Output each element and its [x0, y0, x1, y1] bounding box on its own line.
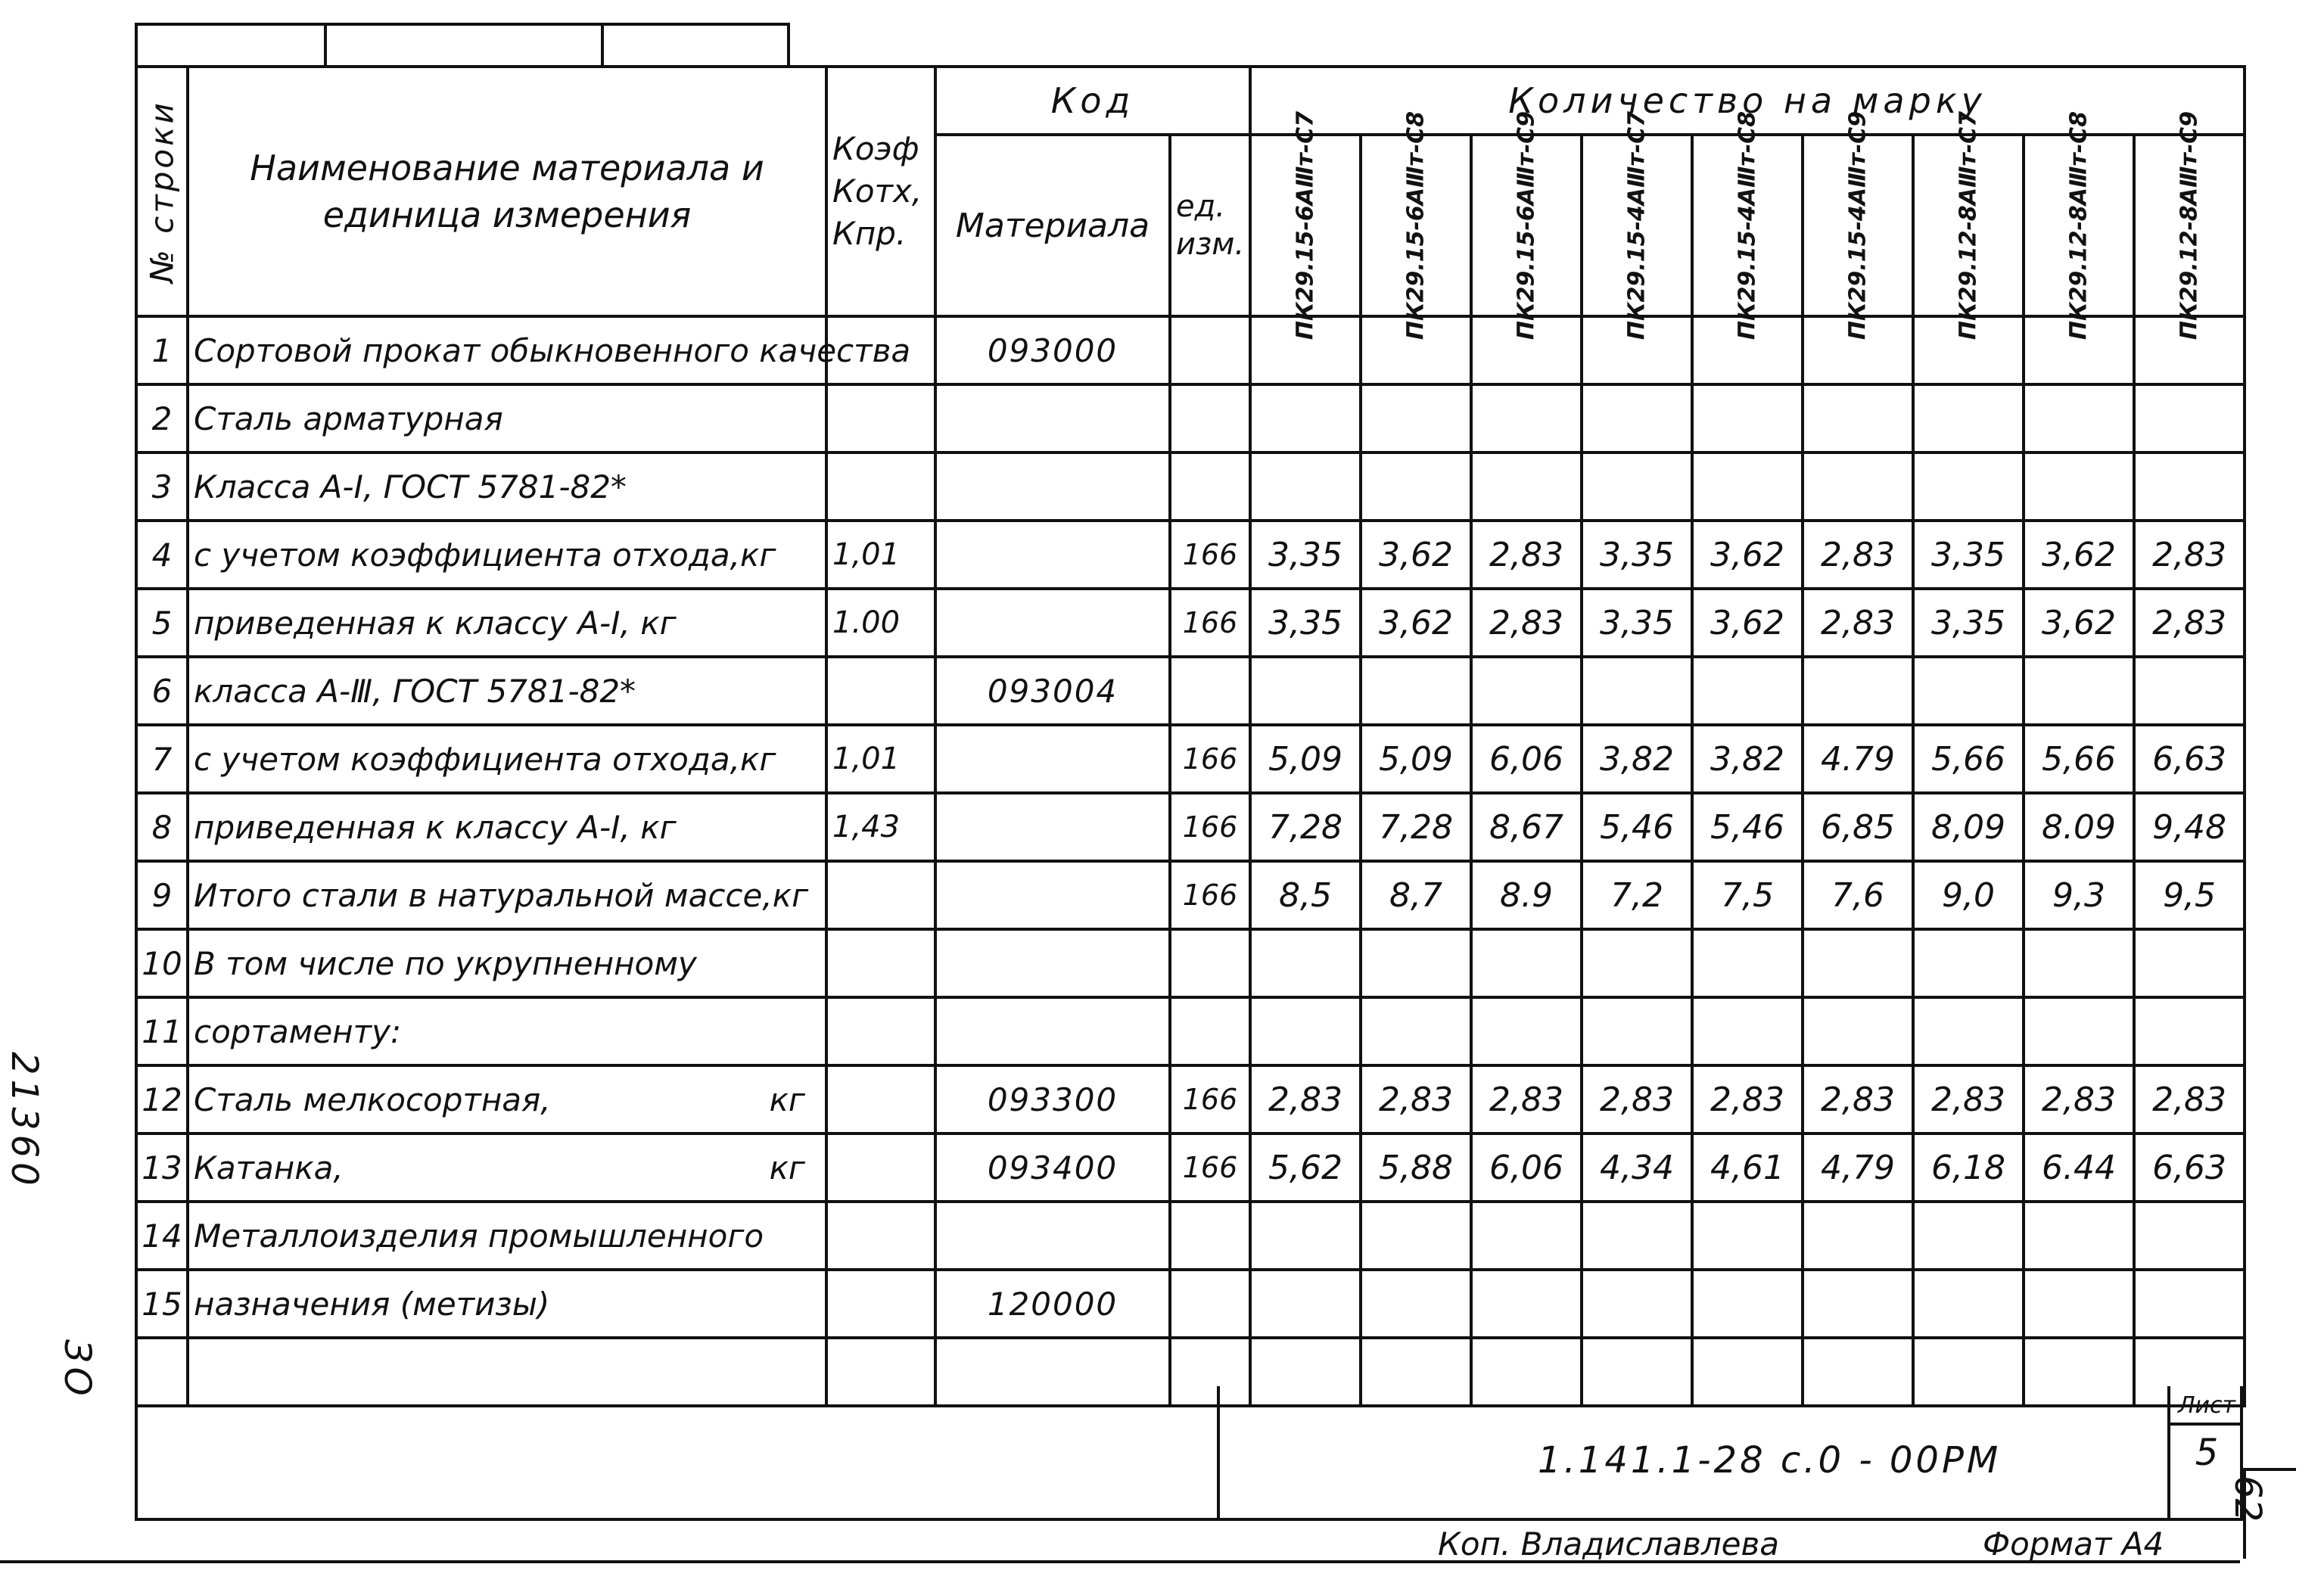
header-mark: ПК29.12-8АⅢт-С9 [2134, 135, 2245, 316]
material-name-unit: кг [769, 1081, 805, 1118]
table-row [136, 997, 2245, 1065]
quantity-cell: 8.9 [1471, 861, 1582, 929]
row-number: 10 [136, 929, 188, 997]
quantity-cell [1471, 997, 1582, 1065]
quantity-cell [1692, 1202, 1803, 1270]
header-mark: ПК29.15-4АⅢт-С9 [1803, 135, 1913, 316]
table-row [136, 793, 2245, 861]
quantity-cell [1582, 997, 1692, 1065]
coefficient: 1,01 [826, 521, 935, 589]
unit-code [1170, 997, 1250, 1065]
quantity-cell: 3,62 [2024, 589, 2134, 657]
header-rownum: № строки [136, 67, 188, 316]
coefficient: 1,01 [826, 725, 935, 793]
unit-code [1170, 929, 1250, 997]
material-name-text: Катанка, [194, 1149, 344, 1186]
quantity-cell [1803, 452, 1913, 521]
quantity-cell [2024, 1270, 2134, 1338]
quantity-cell: 2,83 [1803, 521, 1913, 589]
title-block-main [1217, 1386, 2243, 1518]
quantity-cell [1803, 929, 1913, 997]
unit-code [1170, 452, 1250, 521]
material-name [188, 1270, 826, 1338]
row-number: 14 [136, 1202, 188, 1270]
table-row [136, 521, 2245, 589]
material-code [935, 725, 1170, 793]
quantity-cell [1692, 1270, 1803, 1338]
coefficient [826, 997, 935, 1065]
material-name-text: Сортовой прокат обыкновенного качества [194, 331, 911, 369]
quantity-cell: 5,46 [1692, 793, 1803, 861]
material-code: 093000 [935, 316, 1170, 384]
quantity-cell [2024, 384, 2134, 452]
material-name [188, 316, 911, 384]
stamp-box [138, 26, 327, 67]
unit-code [1170, 1270, 1250, 1338]
material-name-text: приведенная к классу А-I, кг [194, 604, 677, 642]
quantity-cell [1913, 452, 2024, 521]
quantity-cell [1361, 384, 1471, 452]
quantity-cell [1803, 997, 1913, 1065]
quantity-cell: 3,82 [1692, 725, 1803, 793]
quantity-cell [2024, 929, 2134, 997]
row-number: 13 [136, 1133, 188, 1202]
quantity-cell: 6.44 [2024, 1133, 2134, 1202]
row-number: 9 [136, 861, 188, 929]
header-mark: ПК29.12-8АⅢт-С7 [1913, 135, 2024, 316]
quantity-cell [1361, 657, 1471, 725]
quantity-cell: 4,34 [1582, 1133, 1692, 1202]
quantity-cell: 9,48 [2134, 793, 2245, 861]
quantity-cell [1471, 1270, 1582, 1338]
quantity-cell: 9,5 [2134, 861, 2245, 929]
material-name-text: с учетом коэффициента отхода,кг [194, 536, 776, 574]
quantity-cell: 8,09 [1913, 793, 2024, 861]
unit-code [1170, 384, 1250, 452]
quantity-cell [1361, 452, 1471, 521]
quantity-cell [2134, 1202, 2245, 1270]
table-row [136, 929, 2245, 997]
header-row-top [136, 67, 2245, 135]
quantity-cell [1582, 1270, 1692, 1338]
quantity-cell: 8,7 [1361, 861, 1471, 929]
footer-divider [0, 1560, 2240, 1563]
coefficient [826, 929, 935, 997]
quantity-cell: 4.79 [1803, 725, 1913, 793]
quantity-cell [1582, 1202, 1692, 1270]
quantity-cell: 4,79 [1803, 1133, 1913, 1202]
header-mark: ПК29.15-6АⅢт-С7 [1250, 135, 1361, 316]
quantity-cell: 2,83 [1471, 1065, 1582, 1133]
material-name [188, 589, 826, 657]
quantity-cell: 3,35 [1250, 521, 1361, 589]
material-name [188, 929, 826, 997]
quantity-cell [1361, 929, 1471, 997]
quantity-cell: 7,2 [1582, 861, 1692, 929]
quantity-cell: 9,3 [2024, 861, 2134, 929]
material-code [935, 384, 1170, 452]
quantity-cell [2134, 929, 2245, 997]
quantity-cell [1582, 452, 1692, 521]
row-number: 5 [136, 589, 188, 657]
material-code [935, 1202, 1170, 1270]
material-name-text: класса А-Ⅲ, ГОСТ 5781-82* [194, 672, 636, 710]
material-name [188, 1202, 826, 1270]
quantity-cell [1471, 929, 1582, 997]
quantity-cell [2134, 452, 2245, 521]
header-mark: ПК29.15-6АⅢт-С9 [1471, 135, 1582, 316]
coefficient: 1,43 [826, 793, 935, 861]
quantity-cell: 2,83 [2134, 589, 2245, 657]
quantity-cell: 5,46 [1582, 793, 1692, 861]
material-code [935, 521, 1170, 589]
quantity-cell [1361, 1270, 1471, 1338]
sheet-number: 5 [2195, 1432, 2219, 1474]
material-name [188, 1133, 826, 1202]
inventory-number: 21360 [3, 1052, 45, 1190]
quantity-cell [1250, 1202, 1361, 1270]
material-name [188, 725, 826, 793]
quantity-cell: 6,85 [1803, 793, 1913, 861]
material-name-text: Сталь мелкосортная, [194, 1081, 551, 1118]
material-code [935, 929, 1170, 997]
quantity-cell [1913, 657, 2024, 725]
quantity-cell: 3,62 [1361, 521, 1471, 589]
stamp-box [327, 26, 604, 67]
quantity-cell: 3,35 [1913, 521, 2024, 589]
unit-code: 166 [1170, 793, 1250, 861]
table-row [136, 384, 2245, 452]
quantity-cell: 8,67 [1471, 793, 1582, 861]
quantity-cell: 2,83 [1913, 1065, 2024, 1133]
quantity-cell [1692, 929, 1803, 997]
quantity-cell: 8,5 [1250, 861, 1361, 929]
coefficient [826, 1133, 935, 1202]
quantity-cell [1250, 452, 1361, 521]
material-name [188, 1065, 826, 1133]
header-name: Наименование материала и единица измерения [188, 67, 826, 316]
quantity-cell [1361, 1202, 1471, 1270]
quantity-cell: 3,62 [2024, 521, 2134, 589]
quantity-cell: 2,83 [2134, 521, 2245, 589]
header-quantity: Количество на марку [1250, 67, 2245, 135]
quantity-cell [1692, 452, 1803, 521]
quantity-cell [1803, 657, 1913, 725]
quantity-cell: 3,82 [1582, 725, 1692, 793]
unit-code [1170, 316, 1250, 384]
row-number: 1 [136, 316, 188, 384]
table-row [136, 1065, 2245, 1133]
coefficient [826, 1202, 935, 1270]
coefficient [826, 1065, 935, 1133]
quantity-cell [1471, 1202, 1582, 1270]
quantity-cell: 2,83 [1582, 1065, 1692, 1133]
row-number: 8 [136, 793, 188, 861]
quantity-cell: 3,62 [1361, 589, 1471, 657]
material-name-text: с учетом коэффициента отхода,кг [194, 740, 776, 778]
quantity-cell: 7,28 [1250, 793, 1361, 861]
material-code [935, 997, 1170, 1065]
material-code [935, 861, 1170, 929]
quantity-cell: 6,63 [2134, 1133, 2245, 1202]
material-name [188, 997, 826, 1065]
header-mark: ПК29.15-4АⅢт-С8 [1692, 135, 1803, 316]
unit-code: 166 [1170, 521, 1250, 589]
quantity-cell [1250, 1270, 1361, 1338]
unit-code: 166 [1170, 1065, 1250, 1133]
header-mark: ПК29.15-4АⅢт-С7 [1582, 135, 1692, 316]
material-spec-table [135, 65, 2246, 1407]
header-mark: ПК29.15-6АⅢт-С8 [1361, 135, 1471, 316]
material-code: 093400 [935, 1133, 1170, 1202]
quantity-cell [2134, 657, 2245, 725]
quantity-cell [1692, 657, 1803, 725]
material-name-text: Итого стали в натуральной массе,кг [194, 876, 809, 914]
quantity-cell [2024, 997, 2134, 1065]
material-code: 120000 [935, 1270, 1170, 1338]
coefficient [826, 1270, 935, 1338]
unit-code: 166 [1170, 589, 1250, 657]
material-name-text: Сталь арматурная [194, 400, 503, 437]
row-number: 12 [136, 1065, 188, 1133]
quantity-cell: 7,28 [1361, 793, 1471, 861]
quantity-cell: 3,35 [1582, 521, 1692, 589]
quantity-cell [2134, 997, 2245, 1065]
quantity-cell: 3,35 [1913, 589, 2024, 657]
table-row [136, 657, 2245, 725]
quantity-cell: 5,66 [1913, 725, 2024, 793]
quantity-cell [1582, 657, 1692, 725]
inventory-mark: ЗО [56, 1339, 98, 1401]
quantity-cell [1692, 997, 1803, 1065]
material-code [935, 793, 1170, 861]
material-name-unit: кг [769, 1149, 805, 1186]
quantity-cell [1913, 384, 2024, 452]
quantity-cell: 3,62 [1692, 521, 1803, 589]
material-name [188, 861, 826, 929]
quantity-cell: 5,09 [1250, 725, 1361, 793]
quantity-cell: 5,88 [1361, 1133, 1471, 1202]
document-code: 1.141.1-28 с.0 - 00РМ [1538, 1439, 2002, 1482]
quantity-cell [1913, 997, 2024, 1065]
header-unit: ед. изм. [1170, 135, 1250, 316]
table-row [136, 316, 2245, 384]
quantity-cell [1803, 1202, 1913, 1270]
material-name [188, 793, 826, 861]
quantity-cell: 9,0 [1913, 861, 2024, 929]
row-number: 3 [136, 452, 188, 521]
quantity-cell: 2,83 [1361, 1065, 1471, 1133]
table-row [136, 1202, 2245, 1270]
quantity-cell [1692, 384, 1803, 452]
quantity-cell: 3,62 [1692, 589, 1803, 657]
quantity-cell [2134, 1270, 2245, 1338]
paper-format: Формат А4 [1983, 1525, 2164, 1563]
quantity-cell [1250, 657, 1361, 725]
row-number: 15 [136, 1270, 188, 1338]
quantity-cell [1250, 929, 1361, 997]
quantity-cell: 2,83 [1471, 521, 1582, 589]
material-code: 093300 [935, 1065, 1170, 1133]
quantity-cell: 4,61 [1692, 1133, 1803, 1202]
quantity-cell: 6,06 [1471, 1133, 1582, 1202]
coefficient [826, 384, 935, 452]
quantity-cell: 5,09 [1361, 725, 1471, 793]
row-number: 4 [136, 521, 188, 589]
material-name-text: Класса А-I, ГОСТ 5781-82* [194, 468, 627, 505]
table-row [136, 725, 2245, 793]
table-body [136, 316, 2245, 1406]
row-number: 2 [136, 384, 188, 452]
header-material: Материала [935, 135, 1170, 316]
unit-code: 166 [1170, 1133, 1250, 1202]
table-row [136, 861, 2245, 929]
material-name-text: Металлоизделия промышленного [194, 1217, 764, 1255]
quantity-cell: 2,83 [1250, 1065, 1361, 1133]
table-row [136, 452, 2245, 521]
row-number: 11 [136, 997, 188, 1065]
material-code [935, 589, 1170, 657]
material-code: 093004 [935, 657, 1170, 725]
copied-by: Коп. Владиславлева [1438, 1525, 1780, 1563]
quantity-cell [2024, 1202, 2134, 1270]
material-code [935, 452, 1170, 521]
coefficient: 1.00 [826, 589, 935, 657]
quantity-cell: 5,66 [2024, 725, 2134, 793]
material-name [188, 384, 826, 452]
quantity-cell [2024, 657, 2134, 725]
coefficient [826, 657, 935, 725]
quantity-cell: 2,83 [1803, 589, 1913, 657]
quantity-cell: 2,83 [1803, 1065, 1913, 1133]
material-name-text: назначения (метизы) [194, 1285, 550, 1323]
material-name [188, 452, 826, 521]
unit-code: 166 [1170, 725, 1250, 793]
quantity-cell: 5,62 [1250, 1133, 1361, 1202]
quantity-cell [2134, 384, 2245, 452]
unit-code [1170, 1202, 1250, 1270]
title-block [135, 1386, 2243, 1521]
top-stamp-boxes [135, 23, 790, 67]
quantity-cell [1803, 1270, 1913, 1338]
quantity-cell [1250, 384, 1361, 452]
material-name-text: сортаменту: [194, 1012, 402, 1050]
quantity-cell [1803, 384, 1913, 452]
quantity-cell: 3,35 [1250, 589, 1361, 657]
quantity-cell [1361, 997, 1471, 1065]
quantity-cell [1471, 452, 1582, 521]
quantity-cell [1913, 929, 2024, 997]
quantity-cell [2024, 452, 2134, 521]
quantity-cell: 2,83 [2024, 1065, 2134, 1133]
quantity-cell: 2,83 [2134, 1065, 2245, 1133]
material-name-text: В том числе по укрупненному [194, 944, 697, 982]
unit-code [1170, 657, 1250, 725]
row-number: 7 [136, 725, 188, 793]
quantity-cell: 8.09 [2024, 793, 2134, 861]
quantity-cell [1471, 384, 1582, 452]
quantity-cell: 7,5 [1692, 861, 1803, 929]
quantity-cell [1913, 1270, 2024, 1338]
material-name [188, 521, 826, 589]
header-code: Код [935, 67, 1250, 135]
quantity-cell: 3,35 [1582, 589, 1692, 657]
coefficient [826, 861, 935, 929]
quantity-cell: 7,6 [1803, 861, 1913, 929]
row-number: 6 [136, 657, 188, 725]
quantity-cell: 6,06 [1471, 725, 1582, 793]
table-row [136, 1270, 2245, 1338]
material-name-text: приведенная к классу А-I, кг [194, 808, 677, 846]
sheet-label: Лист [2170, 1386, 2243, 1426]
page-number: 62 [2226, 1476, 2269, 1522]
quantity-cell [1250, 997, 1361, 1065]
unit-code: 166 [1170, 861, 1250, 929]
quantity-cell [1913, 1202, 2024, 1270]
quantity-cell [1582, 929, 1692, 997]
coefficient [826, 452, 935, 521]
quantity-cell: 2,83 [1692, 1065, 1803, 1133]
quantity-cell: 6,18 [1913, 1133, 2024, 1202]
header-mark: ПК29.12-8АⅢт-С8 [2024, 135, 2134, 316]
header-coef: Коэф Котх, Кпр. [826, 67, 935, 316]
table-row [136, 1133, 2245, 1202]
quantity-cell: 6,63 [2134, 725, 2245, 793]
material-name [188, 657, 826, 725]
table-row [136, 589, 2245, 657]
quantity-cell [1471, 657, 1582, 725]
quantity-cell [1582, 384, 1692, 452]
quantity-cell: 2,83 [1471, 589, 1582, 657]
